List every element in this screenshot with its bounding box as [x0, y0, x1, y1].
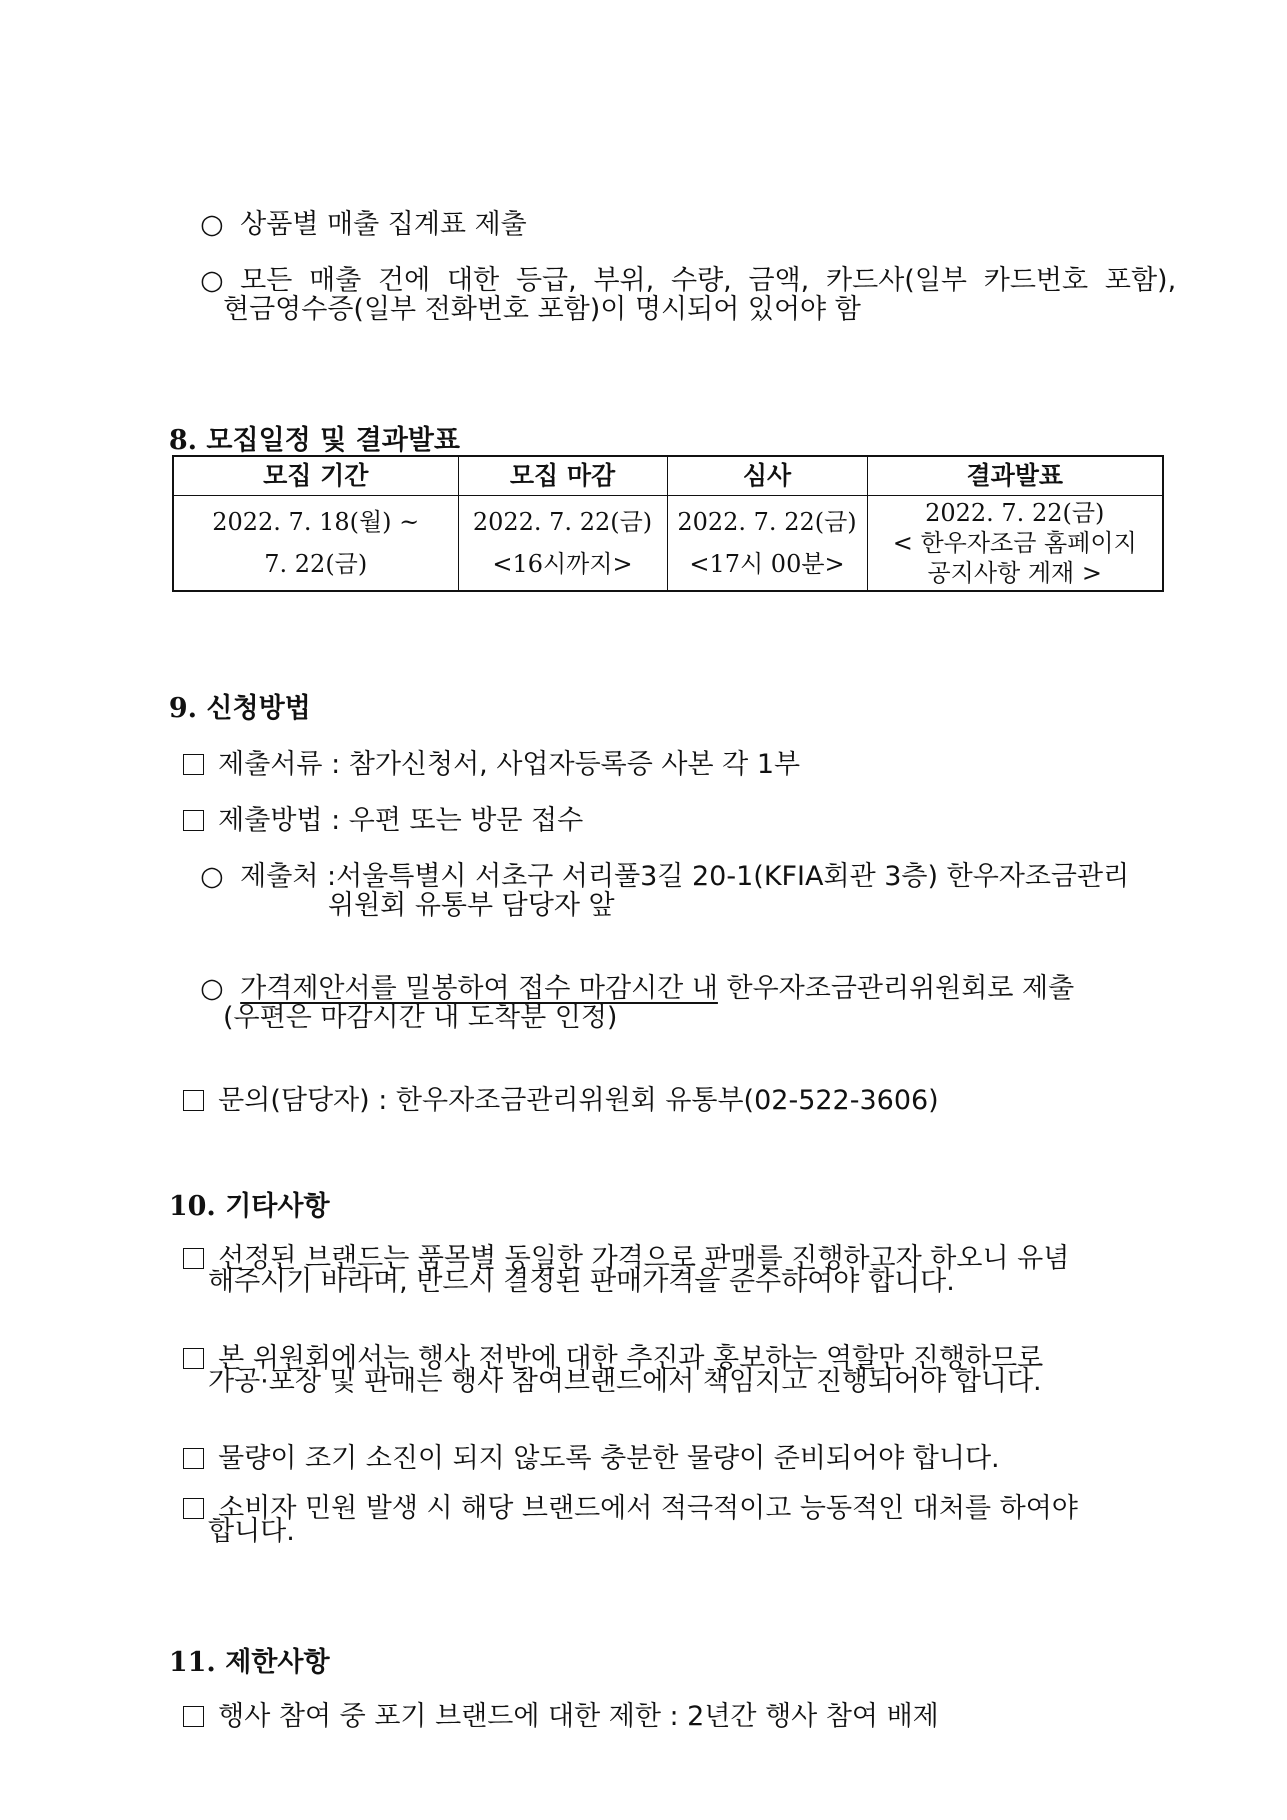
item-text: 소비자 민원 발생 시 해당 브랜드에서 적극적이고 능동적인 대처를 하여야	[218, 1493, 1078, 1524]
bullet-line	[183, 836, 1129, 890]
section-title: 기타사항	[225, 1191, 330, 1222]
item-text: 제출서류 : 참가신청서, 사업자등록증 사본 각 1부	[218, 749, 801, 780]
item-text: 선정된 브랜드는 품목별 동일한 가격으로 판매를 진행하고자 하오니 유념	[218, 1243, 1070, 1274]
schedule-table	[172, 455, 1164, 592]
bullet-line	[183, 184, 527, 238]
bullet-text: 모든 매출 건에 대한 등급, 부위, 수량, 금액, 카드사(일부 카드번호 포함),	[240, 265, 1177, 296]
item-continuation: 해주시기 바라며, 반드시 결정된 판매가격을 준수하여야 합니다.	[208, 1266, 955, 1297]
table-cell	[867, 496, 1163, 592]
table-cell	[458, 496, 667, 592]
cell-line: 7. 22(금)	[264, 550, 368, 578]
checkbox-square-icon	[183, 810, 204, 831]
checkbox-item	[166, 1418, 1000, 1472]
table-header: 모집 마감	[458, 456, 667, 496]
circle-bullet-icon: ○	[200, 265, 224, 296]
table-header: 심사	[667, 456, 867, 496]
section-number: 10.	[168, 1191, 216, 1222]
bullet-line	[183, 948, 1074, 1002]
item-text: 물량이 조기 소진이 되지 않도록 충분한 물량이 준비되어야 합니다.	[218, 1443, 1000, 1474]
checkbox-square-icon	[183, 1348, 204, 1369]
section-heading	[150, 1166, 330, 1220]
bullet-continuation: (우편은 마감시간 내 도착분 인정)	[223, 1002, 618, 1033]
cell-line: <17시 00분>	[689, 550, 845, 578]
circle-bullet-icon: ○	[200, 861, 224, 892]
section-heading	[150, 400, 460, 454]
checkbox-square-icon	[183, 754, 204, 775]
cell-line: 2022. 7. 22(금)	[925, 499, 1105, 527]
checkbox-item	[166, 780, 583, 834]
bullet-continuation: 현금영수증(일부 전화번호 포함)이 명시되어 있어야 함	[223, 294, 861, 325]
circle-bullet-icon: ○	[200, 973, 224, 1004]
cell-line: <16시까지>	[492, 550, 633, 578]
item-continuation: 가공·포장 및 판매는 행사 참여브랜드에서 책임지고 진행되어야 합니다.	[208, 1366, 1042, 1397]
section-title: 신청방법	[206, 693, 311, 724]
table-header: 결과발표	[867, 456, 1163, 496]
checkbox-square-icon	[183, 1706, 204, 1727]
bullet-line	[183, 240, 1177, 296]
table-header-row	[173, 456, 1163, 496]
cell-line: 공지사항 게재 >	[927, 559, 1102, 587]
checkbox-item	[166, 1676, 939, 1730]
checkbox-square-icon	[183, 1090, 204, 1111]
item-continuation: 합니다.	[208, 1516, 295, 1547]
bullet-text: 한우자조금관리위원회로 제출	[726, 973, 1075, 1004]
cell-line: < 한우자조금 홈페이지	[892, 529, 1137, 557]
checkbox-item	[166, 1218, 1069, 1272]
table-cell	[667, 496, 867, 592]
section-title: 제한사항	[225, 1647, 330, 1678]
item-text: 제출방법 : 우편 또는 방문 접수	[218, 805, 584, 836]
table-row	[173, 496, 1163, 592]
cell-line: 2022. 7. 22(금)	[472, 508, 653, 536]
section-number: 9.	[168, 693, 197, 724]
table-header: 모집 기간	[173, 456, 458, 496]
underlined-text: 가격제안서를 밀봉하여 접수 마감시간 내	[240, 973, 718, 1004]
section-heading	[150, 1622, 330, 1676]
checkbox-square-icon	[183, 1248, 204, 1269]
item-text: 본 위원회에서는 행사 전반에 대한 추진과 홍보하는 역할만 진행하므로	[218, 1343, 1044, 1374]
bullet-text: 상품별 매출 집계표 제출	[240, 209, 527, 240]
checkbox-item	[166, 1318, 1043, 1372]
item-text: 문의(담당자) : 한우자조금관리위원회 유통부(02-522-3606)	[218, 1085, 939, 1116]
checkbox-square-icon	[183, 1498, 204, 1519]
checkbox-item	[166, 1468, 1078, 1522]
circle-bullet-icon: ○	[200, 209, 224, 240]
bullet-text: 제출처 :서울특별시 서초구 서리풀3길 20-1(KFIA회관 3층) 한우자조금관리	[240, 861, 1130, 892]
bullet-continuation: 위원회 유통부 담당자 앞	[328, 890, 615, 921]
cell-line: 2022. 7. 22(금)	[677, 508, 857, 536]
checkbox-item	[166, 1060, 939, 1114]
cell-line: 2022. 7. 18(월) ~	[212, 508, 420, 536]
table-cell	[173, 496, 458, 592]
section-title: 모집일정 및 결과발표	[206, 425, 460, 456]
section-number: 11.	[168, 1647, 216, 1678]
item-text: 행사 참여 중 포기 브랜드에 대한 제한 : 2년간 행사 참여 배제	[218, 1701, 939, 1732]
section-number: 8.	[168, 425, 197, 456]
section-heading	[150, 668, 311, 722]
checkbox-item	[166, 724, 800, 778]
checkbox-square-icon	[183, 1448, 204, 1469]
